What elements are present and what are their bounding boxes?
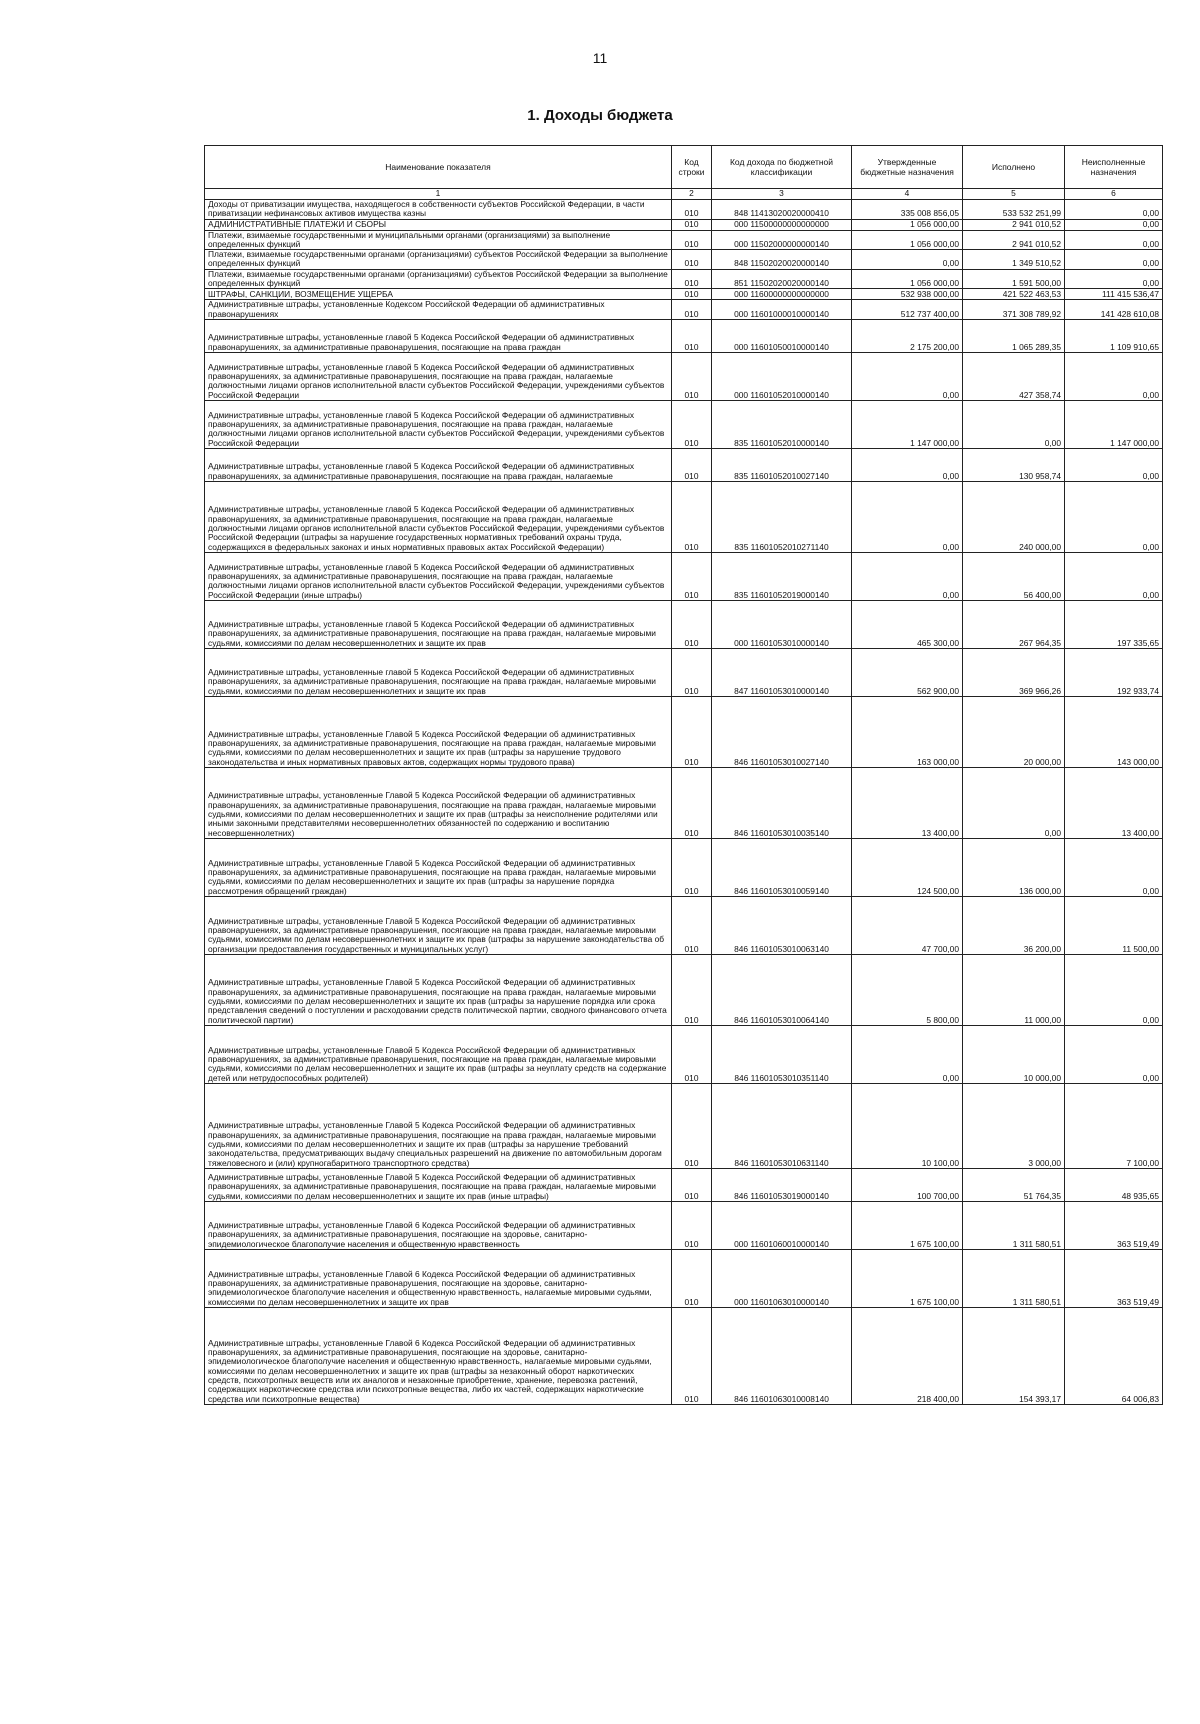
executed-amount-cell: 371 308 789,92 — [963, 300, 1065, 320]
income-code-cell: 835 11601052010000140 — [712, 400, 852, 448]
unexecuted-amount-cell: 64 006,83 — [1065, 1307, 1163, 1404]
executed-amount-cell: 1 591 500,00 — [963, 269, 1065, 289]
income-code-cell: 000 11601000010000140 — [712, 300, 852, 320]
header-income-code: Код дохода по бюджетной классификации — [712, 146, 852, 189]
approved-amount-cell: 218 400,00 — [852, 1307, 963, 1404]
approved-amount-cell: 100 700,00 — [852, 1168, 963, 1201]
income-code-cell: 846 11601063010008140 — [712, 1307, 852, 1404]
indicator-name-cell: Административные штрафы, установленные главой 5 Кодекса Российской Федерации об административных правонарушениях, за административные правонарушения, посягающие на права граждан, налагаемые — [205, 448, 672, 481]
executed-amount-cell: 56 400,00 — [963, 552, 1065, 600]
income-code-cell: 848 11502020020000140 — [712, 250, 852, 270]
line-code-cell: 010 — [672, 481, 712, 552]
approved-amount-cell: 1 147 000,00 — [852, 400, 963, 448]
income-code-cell: 000 11601052010000140 — [712, 352, 852, 400]
income-code-cell: 000 11601060010000140 — [712, 1201, 852, 1249]
table-row — [205, 1083, 1163, 1168]
line-code-cell: 010 — [672, 230, 712, 250]
table-header-row — [205, 146, 1163, 189]
line-code-cell: 010 — [672, 1083, 712, 1168]
line-code-cell: 010 — [672, 1307, 712, 1404]
unexecuted-amount-cell: 0,00 — [1065, 219, 1163, 230]
income-code-cell: 848 11413020020000410 — [712, 200, 852, 220]
approved-amount-cell: 532 938 000,00 — [852, 289, 963, 300]
line-code-cell: 010 — [672, 1168, 712, 1201]
income-code-cell: 846 11601053019000140 — [712, 1168, 852, 1201]
indicator-name-cell: Административные штрафы, установленные Главой 5 Кодекса Российской Федерации об административных правонарушениях, за административные правонарушения, посягающие на права граждан, налагаемые мировыми судьями, комиссиями по делам несовершеннолетних и защите их прав (штрафы за нарушение трудового законодательства и иных нормативных правовых актов, содержащих нормы трудового права) — [205, 696, 672, 767]
line-code-cell: 010 — [672, 319, 712, 352]
line-code-cell: 010 — [672, 250, 712, 270]
executed-amount-cell: 11 000,00 — [963, 954, 1065, 1025]
header-name: Наименование показателя — [205, 146, 672, 189]
line-code-cell: 010 — [672, 600, 712, 648]
approved-amount-cell: 124 500,00 — [852, 838, 963, 896]
income-code-cell: 835 11601052010027140 — [712, 448, 852, 481]
approved-amount-cell: 1 675 100,00 — [852, 1201, 963, 1249]
unexecuted-amount-cell: 13 400,00 — [1065, 767, 1163, 838]
income-code-cell: 851 11502020020000140 — [712, 269, 852, 289]
unexecuted-amount-cell: 1 109 910,65 — [1065, 319, 1163, 352]
column-number: 3 — [712, 189, 852, 200]
line-code-cell: 010 — [672, 552, 712, 600]
approved-amount-cell: 0,00 — [852, 352, 963, 400]
line-code-cell: 010 — [672, 1201, 712, 1249]
executed-amount-cell: 533 532 251,99 — [963, 200, 1065, 220]
executed-amount-cell: 267 964,35 — [963, 600, 1065, 648]
line-code-cell: 010 — [672, 269, 712, 289]
executed-amount-cell: 136 000,00 — [963, 838, 1065, 896]
executed-amount-cell: 20 000,00 — [963, 696, 1065, 767]
approved-amount-cell: 1 675 100,00 — [852, 1249, 963, 1307]
executed-amount-cell: 10 000,00 — [963, 1025, 1065, 1083]
table-row — [205, 230, 1163, 250]
income-code-cell: 835 11601052010271140 — [712, 481, 852, 552]
page-title: 1. Доходы бюджета — [527, 107, 673, 124]
executed-amount-cell: 421 522 463,53 — [963, 289, 1065, 300]
table-row — [205, 600, 1163, 648]
executed-amount-cell: 0,00 — [963, 767, 1065, 838]
executed-amount-cell: 36 200,00 — [963, 896, 1065, 954]
unexecuted-amount-cell: 0,00 — [1065, 448, 1163, 481]
unexecuted-amount-cell: 0,00 — [1065, 1025, 1163, 1083]
header-executed: Исполнено — [963, 146, 1065, 189]
approved-amount-cell: 0,00 — [852, 250, 963, 270]
indicator-name-cell: Административные штрафы, установленные Главой 6 Кодекса Российской Федерации об административных правонарушениях, за административные правонарушения, посягающие на здоровье, санитарно-эпидемиологическое благополучие населения и общественную нравственность, налагаемые мировыми судьями, комиссиями по делам несовершеннолетних и защите их прав — [205, 1249, 672, 1307]
table-row — [205, 552, 1163, 600]
indicator-name-cell: Доходы от приватизации имущества, находящегося в собственности субъектов Российской Федерации, в части приватизации нефинансовых активов имущества казны — [205, 200, 672, 220]
table-row — [205, 481, 1163, 552]
line-code-cell: 010 — [672, 896, 712, 954]
unexecuted-amount-cell: 192 933,74 — [1065, 648, 1163, 696]
indicator-name-cell: Платежи, взимаемые государственными органами (организациями) субъектов Российской Федерации за выполнение определенных функций — [205, 250, 672, 270]
indicator-name-cell: Административные штрафы, установленные главой 5 Кодекса Российской Федерации об административных правонарушениях, за административные правонарушения, посягающие на права граждан, налагаемые мировыми судьями, комиссиями по делам несовершеннолетних и защите их прав — [205, 600, 672, 648]
indicator-name-cell: Административные штрафы, установленные Главой 5 Кодекса Российской Федерации об административных правонарушениях, за административные правонарушения, посягающие на права граждан, налагаемые мировыми судьями, комиссиями по делам несовершеннолетних и защите их прав (штрафы за нарушение порядка или срока представления сведений о поступлении и расходовании средств политической партии, сводного финансового отчета политической партии) — [205, 954, 672, 1025]
line-code-cell: 010 — [672, 448, 712, 481]
unexecuted-amount-cell: 0,00 — [1065, 230, 1163, 250]
unexecuted-amount-cell: 363 519,49 — [1065, 1201, 1163, 1249]
approved-amount-cell: 10 100,00 — [852, 1083, 963, 1168]
indicator-name-cell: Платежи, взимаемые государственными и муниципальными органами (организациями) за выполнение определенных функций — [205, 230, 672, 250]
income-code-cell: 000 11601050010000140 — [712, 319, 852, 352]
income-code-cell: 000 11601063010000140 — [712, 1249, 852, 1307]
line-code-cell: 010 — [672, 200, 712, 220]
approved-amount-cell: 512 737 400,00 — [852, 300, 963, 320]
executed-amount-cell: 130 958,74 — [963, 448, 1065, 481]
table-row — [205, 269, 1163, 289]
table-row — [205, 1168, 1163, 1201]
executed-amount-cell: 154 393,17 — [963, 1307, 1065, 1404]
unexecuted-amount-cell: 0,00 — [1065, 552, 1163, 600]
line-code-cell: 010 — [672, 954, 712, 1025]
approved-amount-cell: 2 175 200,00 — [852, 319, 963, 352]
header-unexecuted: Неисполненные назначения — [1065, 146, 1163, 189]
table-row — [205, 300, 1163, 320]
table-row — [205, 319, 1163, 352]
indicator-name-cell: Административные штрафы, установленные Главой 5 Кодекса Российской Федерации об административных правонарушениях, за административные правонарушения, посягающие на права граждан, налагаемые мировыми судьями, комиссиями по делам несовершеннолетних и защите их прав (иные штрафы) — [205, 1168, 672, 1201]
approved-amount-cell: 0,00 — [852, 448, 963, 481]
unexecuted-amount-cell: 0,00 — [1065, 250, 1163, 270]
unexecuted-amount-cell: 0,00 — [1065, 269, 1163, 289]
executed-amount-cell: 240 000,00 — [963, 481, 1065, 552]
executed-amount-cell: 1 311 580,51 — [963, 1201, 1065, 1249]
unexecuted-amount-cell: 143 000,00 — [1065, 696, 1163, 767]
table-row — [205, 1307, 1163, 1404]
income-table — [204, 145, 1163, 1405]
unexecuted-amount-cell: 197 335,65 — [1065, 600, 1163, 648]
indicator-name-cell: Административные штрафы, установленные главой 5 Кодекса Российской Федерации об административных правонарушениях, за административные правонарушения, посягающие на права граждан, налагаемые должностными лицами органов исполнительной власти субъектов Российской Федерации, учреждениями субъектов Российской Федерации — [205, 352, 672, 400]
approved-amount-cell: 13 400,00 — [852, 767, 963, 838]
table-row — [205, 219, 1163, 230]
approved-amount-cell: 47 700,00 — [852, 896, 963, 954]
column-number: 5 — [963, 189, 1065, 200]
approved-amount-cell: 5 800,00 — [852, 954, 963, 1025]
executed-amount-cell: 51 764,35 — [963, 1168, 1065, 1201]
header-line-code: Код строки — [672, 146, 712, 189]
unexecuted-amount-cell: 0,00 — [1065, 838, 1163, 896]
table-row — [205, 1025, 1163, 1083]
indicator-name-cell: Административные штрафы, установленные главой 5 Кодекса Российской Федерации об административных правонарушениях, за административные правонарушения, посягающие на права граждан, налагаемые должностными лицами органов исполнительной власти субъектов Российской Федерации, учреждениями субъектов Российской Федерации (штрафы за нарушение государственных нормативных требований охраны труда, содержащихся в федеральных законах и иных нормативных правовых актах Российской Федерации) — [205, 481, 672, 552]
unexecuted-amount-cell: 0,00 — [1065, 200, 1163, 220]
approved-amount-cell: 0,00 — [852, 1025, 963, 1083]
indicator-name-cell: Административные штрафы, установленные главой 5 Кодекса Российской Федерации об административных правонарушениях, за административные правонарушения, посягающие на права граждан, налагаемые должностными лицами органов исполнительной власти субъектов Российской Федерации, учреждениями субъектов Российской Федерации (иные штрафы) — [205, 552, 672, 600]
executed-amount-cell: 2 941 010,52 — [963, 219, 1065, 230]
line-code-cell: 010 — [672, 838, 712, 896]
income-code-cell: 846 11601053010351140 — [712, 1025, 852, 1083]
table-row — [205, 400, 1163, 448]
unexecuted-amount-cell: 0,00 — [1065, 352, 1163, 400]
line-code-cell: 010 — [672, 219, 712, 230]
column-number: 6 — [1065, 189, 1163, 200]
line-code-cell: 010 — [672, 352, 712, 400]
income-code-cell: 846 11601053010631140 — [712, 1083, 852, 1168]
column-number: 2 — [672, 189, 712, 200]
indicator-name-cell: АДМИНИСТРАТИВНЫЕ ПЛАТЕЖИ И СБОРЫ — [205, 219, 672, 230]
approved-amount-cell: 1 056 000,00 — [852, 269, 963, 289]
table-row — [205, 250, 1163, 270]
approved-amount-cell: 335 008 856,05 — [852, 200, 963, 220]
indicator-name-cell: Платежи, взимаемые государственными органами (организациями) субъектов Российской Федерации за выполнение определенных функций — [205, 269, 672, 289]
indicator-name-cell: Административные штрафы, установленные Главой 5 Кодекса Российской Федерации об административных правонарушениях, за административные правонарушения, посягающие на права граждан, налагаемые мировыми судьями, комиссиями по делам несовершеннолетних и защите их прав (штрафы за нарушение законодательства об организации предоставления государственных и муниципальных услуг) — [205, 896, 672, 954]
table-row — [205, 1201, 1163, 1249]
executed-amount-cell: 1 349 510,52 — [963, 250, 1065, 270]
executed-amount-cell: 1 311 580,51 — [963, 1249, 1065, 1307]
line-code-cell: 010 — [672, 1025, 712, 1083]
indicator-name-cell: Административные штрафы, установленные Главой 5 Кодекса Российской Федерации об административных правонарушениях, за административные правонарушения, посягающие на права граждан, налагаемые мировыми судьями, комиссиями по делам несовершеннолетних и защите их прав (штрафы за нарушение порядка рассмотрения обращений граждан) — [205, 838, 672, 896]
indicator-name-cell: Административные штрафы, установленные Главой 5 Кодекса Российской Федерации об административных правонарушениях, за административные правонарушения, посягающие на права граждан, налагаемые мировыми судьями, комиссиями по делам несовершеннолетних и защите их прав (штрафы за неуплату средств на содержание детей или нетрудоспособных родителей) — [205, 1025, 672, 1083]
approved-amount-cell: 0,00 — [852, 481, 963, 552]
page-number: 11 — [592, 50, 608, 66]
income-code-cell: 846 11601053010059140 — [712, 838, 852, 896]
indicator-name-cell: Административные штрафы, установленные Главой 6 Кодекса Российской Федерации об административных правонарушениях, за административные правонарушения, посягающие на здоровье, санитарно-эпидемиологическое благополучие населения и общественную нравственность — [205, 1201, 672, 1249]
table-row — [205, 838, 1163, 896]
executed-amount-cell: 0,00 — [963, 400, 1065, 448]
approved-amount-cell: 1 056 000,00 — [852, 219, 963, 230]
indicator-name-cell: Административные штрафы, установленные Главой 5 Кодекса Российской Федерации об административных правонарушениях, за административные правонарушения, посягающие на права граждан, налагаемые мировыми судьями, комиссиями по делам несовершеннолетних и защите их прав (штрафы за неисполнение родителями или иными законными представителями несовершеннолетних обязанностей по содержанию и воспитанию несовершеннолетних) — [205, 767, 672, 838]
approved-amount-cell: 465 300,00 — [852, 600, 963, 648]
line-code-cell: 010 — [672, 767, 712, 838]
unexecuted-amount-cell: 0,00 — [1065, 954, 1163, 1025]
unexecuted-amount-cell: 48 935,65 — [1065, 1168, 1163, 1201]
table-row — [205, 448, 1163, 481]
approved-amount-cell: 0,00 — [852, 552, 963, 600]
line-code-cell: 010 — [672, 300, 712, 320]
indicator-name-cell: Административные штрафы, установленные главой 5 Кодекса Российской Федерации об административных правонарушениях, за административные правонарушения, посягающие на права граждан, налагаемые мировыми судьями, комиссиями по делам несовершеннолетних и защите их прав — [205, 648, 672, 696]
income-code-cell: 000 11502000000000140 — [712, 230, 852, 250]
executed-amount-cell: 1 065 289,35 — [963, 319, 1065, 352]
indicator-name-cell: Административные штрафы, установленные Главой 6 Кодекса Российской Федерации об административных правонарушениях, за административные правонарушения, посягающие на здоровье, санитарно-эпидемиологическое благополучие населения и общественную нравственность, налагаемые мировыми судьями, комиссиями по делам несовершеннолетних и защите их прав (штрафы за незаконный оборот наркотических средств, психотропных веществ или их аналогов и незаконные приобретение, хранение, перевозка растений, содержащих наркотические средства или психотропные вещества, либо их частей, содержащих наркотические средства или психотропные вещества) — [205, 1307, 672, 1404]
table-row — [205, 696, 1163, 767]
indicator-name-cell: ШТРАФЫ, САНКЦИИ, ВОЗМЕЩЕНИЕ УЩЕРБА — [205, 289, 672, 300]
column-number-row — [205, 189, 1163, 200]
unexecuted-amount-cell: 363 519,49 — [1065, 1249, 1163, 1307]
unexecuted-amount-cell: 141 428 610,08 — [1065, 300, 1163, 320]
unexecuted-amount-cell: 7 100,00 — [1065, 1083, 1163, 1168]
unexecuted-amount-cell: 1 147 000,00 — [1065, 400, 1163, 448]
table-row — [205, 954, 1163, 1025]
unexecuted-amount-cell: 11 500,00 — [1065, 896, 1163, 954]
approved-amount-cell: 562 900,00 — [852, 648, 963, 696]
income-code-cell: 000 11600000000000000 — [712, 289, 852, 300]
column-number: 4 — [852, 189, 963, 200]
approved-amount-cell: 1 056 000,00 — [852, 230, 963, 250]
table-body — [205, 200, 1163, 1405]
table-row — [205, 352, 1163, 400]
table-row — [205, 648, 1163, 696]
indicator-name-cell: Административные штрафы, установленные Главой 5 Кодекса Российской Федерации об административных правонарушениях, за административные правонарушения, посягающие на права граждан, налагаемые мировыми судьями, комиссиями по делам несовершеннолетних и защите их прав (штрафы за нарушение требований законодательства, предусматривающих выдачу специальных разрешений на движение по автомобильным дорогам тяжеловесного и (или) крупногабаритного транспортного средства) — [205, 1083, 672, 1168]
column-number: 1 — [205, 189, 672, 200]
indicator-name-cell: Административные штрафы, установленные главой 5 Кодекса Российской Федерации об административных правонарушениях, за административные правонарушения, посягающие на права граждан — [205, 319, 672, 352]
indicator-name-cell: Административные штрафы, установленные главой 5 Кодекса Российской Федерации об административных правонарушениях, за административные правонарушения, посягающие на права граждан, налагаемые должностными лицами органов исполнительной власти субъектов Российской Федерации, учреждениями субъектов Российской Федерации — [205, 400, 672, 448]
income-code-cell: 847 11601053010000140 — [712, 648, 852, 696]
table-row — [205, 289, 1163, 300]
income-code-cell: 846 11601053010064140 — [712, 954, 852, 1025]
income-code-cell: 000 11601053010000140 — [712, 600, 852, 648]
executed-amount-cell: 2 941 010,52 — [963, 230, 1065, 250]
income-code-cell: 000 11500000000000000 — [712, 219, 852, 230]
table-row — [205, 767, 1163, 838]
line-code-cell: 010 — [672, 289, 712, 300]
line-code-cell: 010 — [672, 696, 712, 767]
income-code-cell: 846 11601053010063140 — [712, 896, 852, 954]
table-row — [205, 200, 1163, 220]
unexecuted-amount-cell: 0,00 — [1065, 481, 1163, 552]
indicator-name-cell: Административные штрафы, установленные Кодексом Российской Федерации об административных правонарушениях — [205, 300, 672, 320]
header-approved: Утвержденные бюджетные назначения — [852, 146, 963, 189]
income-code-cell: 846 11601053010027140 — [712, 696, 852, 767]
income-code-cell: 835 11601052019000140 — [712, 552, 852, 600]
executed-amount-cell: 427 358,74 — [963, 352, 1065, 400]
line-code-cell: 010 — [672, 648, 712, 696]
unexecuted-amount-cell: 111 415 536,47 — [1065, 289, 1163, 300]
table-row — [205, 896, 1163, 954]
executed-amount-cell: 3 000,00 — [963, 1083, 1065, 1168]
line-code-cell: 010 — [672, 400, 712, 448]
table-row — [205, 1249, 1163, 1307]
line-code-cell: 010 — [672, 1249, 712, 1307]
executed-amount-cell: 369 966,26 — [963, 648, 1065, 696]
approved-amount-cell: 163 000,00 — [852, 696, 963, 767]
income-code-cell: 846 11601053010035140 — [712, 767, 852, 838]
